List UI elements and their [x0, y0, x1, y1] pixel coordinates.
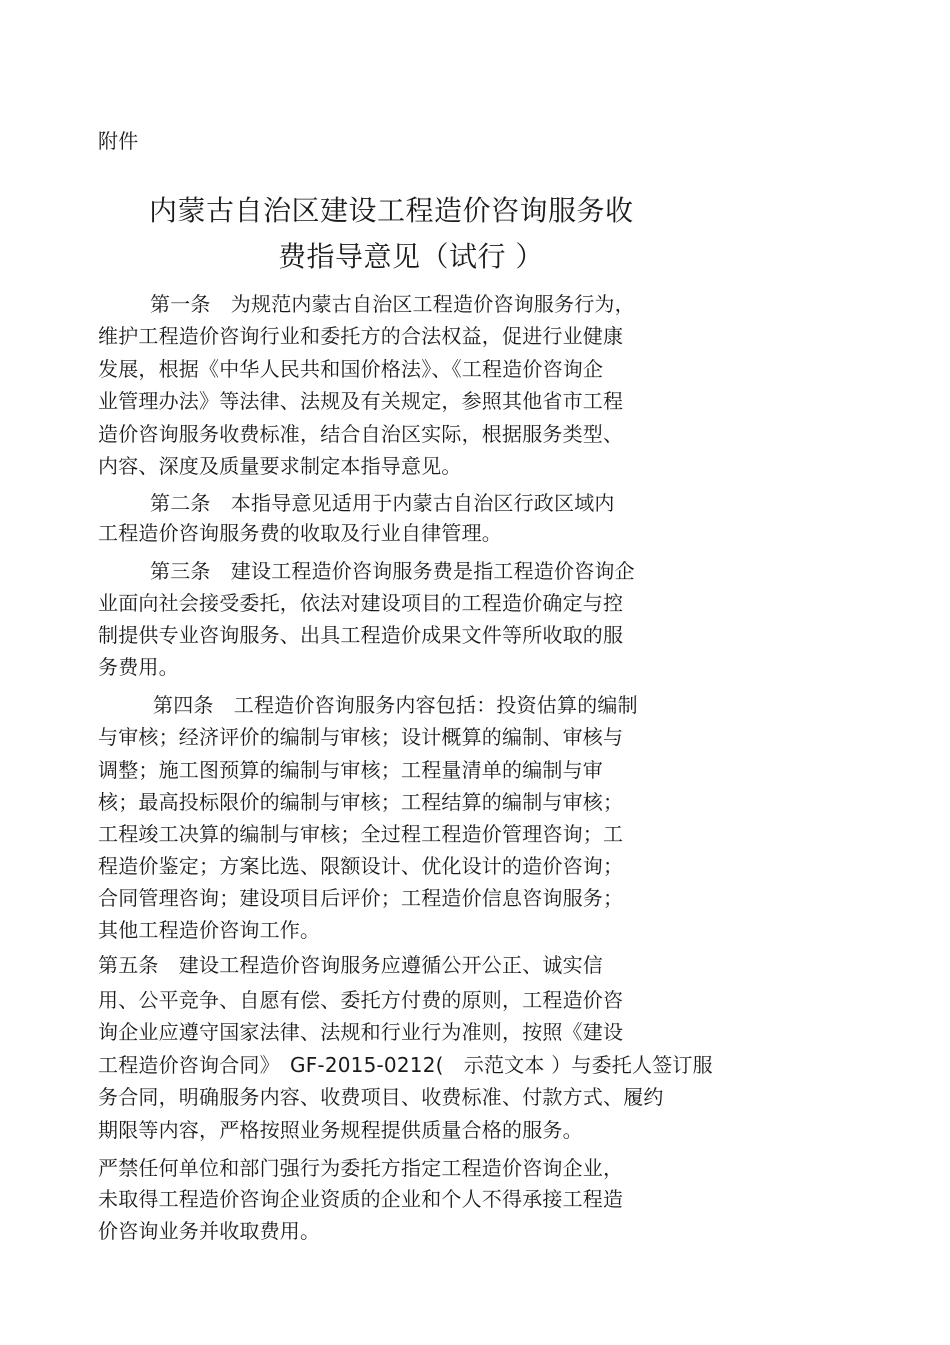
document-title-line-1: 内蒙古自治区建设工程造价咨询服务收	[149, 194, 634, 227]
article-3-line-1: 第三条 建设工程造价咨询服务费是指工程造价咨询企	[150, 559, 635, 583]
article-5-line-4: 工程造价咨询合同》 GF-2015-0212( 示范文本 ）与委托人签订服	[98, 1053, 713, 1077]
article-5-line-2: 用、公平竞争、自愿有偿、委托方付费的原则，工程造价咨	[98, 988, 624, 1012]
article-6-line-1: 严禁任何单位和部门强行为委托方指定工程造价咨询企业，	[98, 1156, 624, 1180]
article-5-line-3: 询企业应遵守国家法律、法规和行业行为准则，按照《建设	[98, 1020, 624, 1044]
article-1-line-4: 业管理办法》等法律、法规及有关规定，参照其他省市工程	[98, 389, 624, 413]
article-2-line-1: 第二条 本指导意见适用于内蒙古自治区行政区域内	[150, 491, 615, 515]
article-3-line-2: 业面向社会接受委托，依法对建设项目的工程造价确定与控	[98, 591, 624, 615]
article-1-line-1: 第一条 为规范内蒙古自治区工程造价咨询服务行为，	[150, 292, 635, 316]
article-1-line-3: 发展，根据《中华人民共和国价格法》、《工程造价咨询企	[98, 357, 604, 381]
article-4-line-7: 合同管理咨询；建设项目后评价；工程造价信息咨询服务；	[98, 886, 624, 910]
article-4-line-4: 核；最高投标限价的编制与审核；工程结算的编制与审核；	[98, 790, 624, 814]
article-4-line-5: 工程竣工决算的编制与审核；全过程工程造价管理咨询；工	[98, 822, 624, 846]
article-1-line-5: 造价咨询服务收费标准，结合自治区实际，根据服务类型、	[98, 422, 624, 446]
article-5-line-6: 期限等内容，严格按照业务规程提供质量合格的服务。	[98, 1118, 583, 1142]
article-6-line-3: 价咨询业务并收取费用。	[98, 1219, 321, 1243]
article-3-line-3: 制提供专业咨询服务、出具工程造价成果文件等所收取的服	[98, 623, 624, 647]
article-5-line-5: 务合同，明确服务内容、收费项目、收费标准、付款方式、履约	[98, 1085, 664, 1109]
article-4-line-6: 程造价鉴定；方案比选、限额设计、优化设计的造价咨询；	[98, 854, 624, 878]
article-4-line-3: 调整；施工图预算的编制与审核；工程量清单的编制与审	[98, 758, 603, 782]
article-4-line-8: 其他工程造价咨询工作。	[98, 918, 321, 942]
document-title-line-2: 费指导意见（试行 ）	[278, 240, 544, 273]
article-1-line-6: 内容、深度及质量要求制定本指导意见。	[98, 454, 462, 478]
article-1-line-2: 维护工程造价咨询行业和委托方的合法权益，促进行业健康	[98, 324, 624, 348]
article-6-line-2: 未取得工程造价咨询企业资质的企业和个人不得承接工程造	[98, 1187, 624, 1211]
article-4-line-2: 与审核；经济评价的编制与审核；设计概算的编制、审核与	[98, 725, 624, 749]
article-5-line-1: 第五条 建设工程造价咨询服务应遵循公开公正、诚实信	[98, 953, 603, 977]
article-4-line-1: 第四条 工程造价咨询服务内容包括：投资估算的编制	[153, 693, 638, 717]
article-3-line-4: 务费用。	[98, 655, 179, 679]
attachment-label: 附件	[98, 129, 139, 153]
article-2-line-2: 工程造价咨询服务费的收取及行业自律管理。	[98, 521, 502, 545]
